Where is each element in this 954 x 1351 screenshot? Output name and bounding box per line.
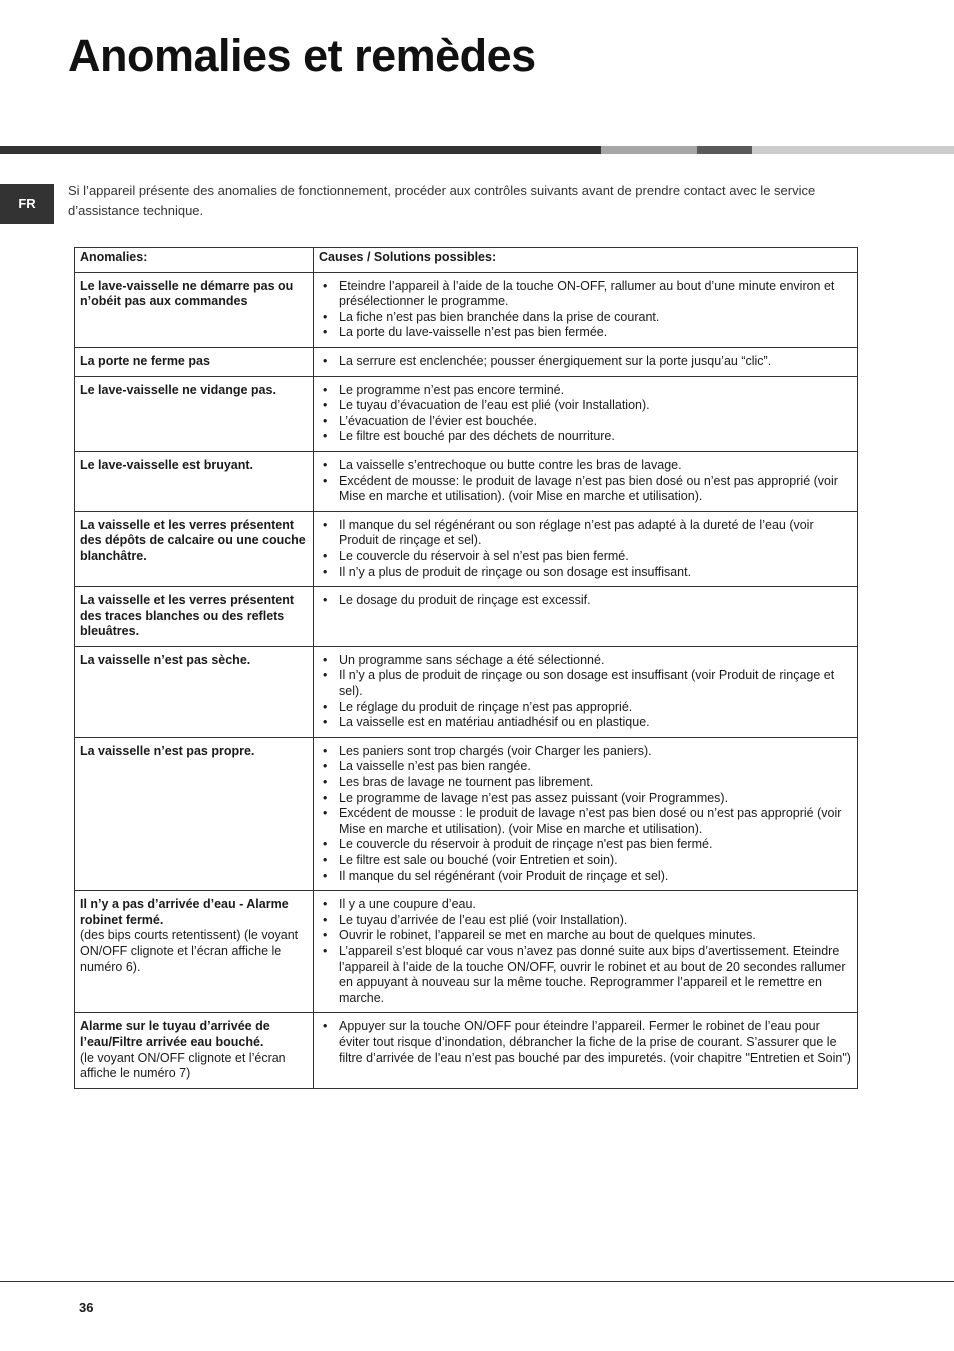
table-row	[75, 737, 858, 890]
page-number: 36	[79, 1300, 94, 1315]
cause-item: • L’appareil s’est bloqué car vous n’avez pas donné suite aux bips d’avertissement. Eteindre l’appareil à l’aide de la touche ON/OFF, ouvrir le robinet et au bout de 20 secondes rallumer en appuyant à nouveau sur la même touche. Reprogrammer l’appareil et le remettre en marche.	[319, 944, 852, 1006]
cause-item: • Il n’y a plus de produit de rinçage ou son dosage est insuffisant.	[319, 565, 852, 581]
causes-list	[319, 897, 852, 1006]
cause-item: • Le filtre est sale ou bouché (voir Entretien et soin).	[319, 853, 852, 869]
table-header-row	[75, 248, 858, 273]
cause-item: • La porte du lave-vaisselle n’est pas bien fermée.	[319, 325, 852, 341]
causes-cell	[314, 272, 858, 347]
cause-item: • Il manque du sel régénérant (voir Produit de rinçage et sel).	[319, 869, 852, 885]
anomaly-cell	[75, 737, 314, 890]
cause-item: • Le réglage du produit de rinçage n’est pas approprié.	[319, 700, 852, 716]
cause-item: • La vaisselle s’entrechoque ou butte contre les bras de lavage.	[319, 458, 852, 474]
causes-cell	[314, 347, 858, 376]
cause-item: • Un programme sans séchage a été sélectionné.	[319, 653, 852, 669]
footer-rule	[0, 1281, 954, 1282]
anomaly-label: Le lave-vaisselle est bruyant.	[80, 457, 254, 472]
anomaly-label: Il n’y a pas d’arrivée d’eau - Alarme robinet fermé.	[80, 897, 289, 927]
table-row	[75, 1013, 858, 1088]
anomaly-cell	[75, 1013, 314, 1088]
cause-item: • Le filtre est bouché par des déchets de nourriture.	[319, 429, 852, 445]
table-row	[75, 451, 858, 511]
table-row	[75, 511, 858, 586]
cause-item: • Le programme n’est pas encore terminé.	[319, 383, 852, 399]
causes-cell	[314, 737, 858, 890]
cause-item: • Le programme de lavage n’est pas assez puissant (voir Programmes).	[319, 791, 852, 807]
table-row	[75, 347, 858, 376]
anomaly-cell	[75, 347, 314, 376]
causes-cell	[314, 511, 858, 586]
anomaly-label: La porte ne ferme pas	[80, 353, 210, 368]
causes-list	[319, 279, 852, 341]
cause-item: • Le tuyau d’arrivée de l’eau est plié (voir Installation).	[319, 913, 852, 929]
causes-list	[319, 354, 852, 370]
cause-item: • Appuyer sur la touche ON/OFF pour éteindre l’appareil. Fermer le robinet de l’eau pour éviter tout risque d’inondation, débrancher la fiche de la prise de courant. S’assurer que le filtre d’arrivée de l’eau n’est pas bouché par des impuretés. (voir chapitre "Entretien et Soin")	[319, 1019, 852, 1066]
header-rule-mid	[697, 146, 752, 154]
anomaly-label: Le lave-vaisselle ne vidange pas.	[80, 382, 276, 397]
cause-item: • Ouvrir le robinet, l’appareil se met en marche au bout de quelques minutes.	[319, 928, 852, 944]
anomaly-cell	[75, 587, 314, 647]
causes-cell	[314, 451, 858, 511]
page-title: Anomalies et remèdes	[68, 30, 536, 81]
cause-item: • Il y a une coupure d’eau.	[319, 897, 852, 913]
anomaly-cell	[75, 511, 314, 586]
table-row	[75, 376, 858, 451]
language-tab: FR	[0, 184, 54, 224]
anomaly-cell	[75, 646, 314, 737]
cause-item: • Eteindre l’appareil à l’aide de la touche ON-OFF, rallumer au bout d’une minute environ et présélectionner le programme.	[319, 279, 852, 310]
table-body	[75, 272, 858, 1088]
causes-cell	[314, 587, 858, 647]
cause-item: • Il manque du sel régénérant ou son réglage n’est pas adapté à la dureté de l’eau (voir Produit de rinçage et sel).	[319, 518, 852, 549]
anomaly-cell	[75, 272, 314, 347]
anomaly-label: Le lave-vaisselle ne démarre pas ou n’obéit pas aux commandes	[80, 278, 294, 309]
cause-item: • L’évacuation de l’évier est bouchée.	[319, 414, 852, 430]
anomaly-note: (le voyant ON/OFF clignote et l’écran affiche le numéro 7)	[80, 1050, 286, 1081]
causes-list	[319, 653, 852, 731]
causes-cell	[314, 376, 858, 451]
anomaly-label: La vaisselle et les verres présentent des dépôts de calcaire ou une couche blanchâtre.	[80, 517, 306, 563]
header-rule-light	[601, 146, 697, 154]
table-row	[75, 646, 858, 737]
cause-item: • La fiche n’est pas bien branchée dans la prise de courant.	[319, 310, 852, 326]
cause-item: • Les paniers sont trop chargés (voir Charger les paniers).	[319, 744, 852, 760]
cause-item: • Le couvercle du réservoir à sel n’est pas bien fermé.	[319, 549, 852, 565]
anomaly-label: Alarme sur le tuyau d’arrivée de l’eau/Filtre arrivée eau bouché.	[80, 1019, 270, 1049]
anomaly-label: La vaisselle n’est pas propre.	[80, 743, 255, 758]
cause-item: • Le couvercle du réservoir à produit de rinçage n'est pas bien fermé.	[319, 837, 852, 853]
cause-item: • Le tuyau d’évacuation de l’eau est plié (voir Installation).	[319, 398, 852, 414]
cause-item: • La vaisselle est en matériau antiadhésif ou en plastique.	[319, 715, 852, 731]
anomaly-cell	[75, 891, 314, 1013]
causes-cell	[314, 891, 858, 1013]
intro-text: Si l’appareil présente des anomalies de fonctionnement, procéder aux contrôles suivants avant de prendre contact avec le service d’assistance technique.	[68, 183, 816, 218]
column-header-causes: Causes / Solutions possibles:	[314, 248, 858, 273]
causes-list	[319, 518, 852, 580]
causes-cell	[314, 646, 858, 737]
table-row	[75, 587, 858, 647]
causes-list	[319, 593, 852, 609]
causes-list	[319, 1019, 852, 1066]
causes-list	[319, 383, 852, 445]
causes-list	[319, 458, 852, 505]
cause-item: • La vaisselle n’est pas bien rangée.	[319, 759, 852, 775]
anomaly-note: (des bips courts retentissent) (le voyant ON/OFF clignote et l’écran affiche le numéro 6).	[80, 928, 299, 974]
anomaly-label: La vaisselle n’est pas sèche.	[80, 652, 251, 667]
header-rule-dark	[0, 146, 601, 154]
cause-item: • Excédent de mousse: le produit de lavage n’est pas bien dosé ou n’est pas approprié (voir Mise en marche et utilisation). (voir Mise en marche et utilisation).	[319, 474, 852, 505]
table-row	[75, 272, 858, 347]
cause-item: • Il n’y a plus de produit de rinçage ou son dosage est insuffisant (voir Produit de rinçage et sel).	[319, 668, 852, 699]
causes-cell	[314, 1013, 858, 1088]
anomaly-label: La vaisselle et les verres présentent des traces blanches ou des reflets bleuâtres.	[80, 593, 295, 639]
cause-item: • La serrure est enclenchée; pousser énergiquement sur la porte jusqu’au “clic”.	[319, 354, 852, 370]
cause-item: • Le dosage du produit de rinçage est excessif.	[319, 593, 852, 609]
anomaly-cell	[75, 376, 314, 451]
troubleshooting-table	[74, 247, 858, 1089]
header-rule-pale	[752, 146, 954, 154]
cause-item: • Les bras de lavage ne tournent pas librement.	[319, 775, 852, 791]
cause-item: • Excédent de mousse : le produit de lavage n’est pas bien dosé ou n’est pas approprié (voir Mise en marche et utilisation). (voir Mise en marche et utilisation).	[319, 806, 852, 837]
table-row	[75, 891, 858, 1013]
column-header-anomalies: Anomalies:	[75, 248, 314, 273]
anomaly-cell	[75, 451, 314, 511]
causes-list	[319, 744, 852, 884]
